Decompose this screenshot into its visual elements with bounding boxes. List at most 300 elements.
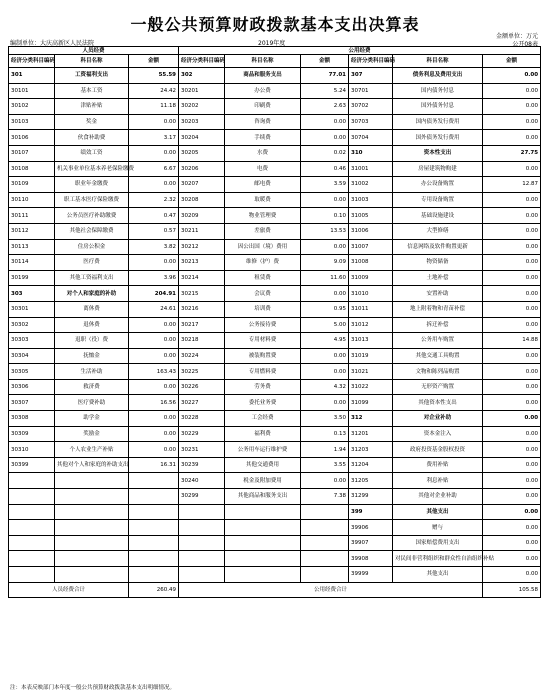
code-cell: 30211 [179, 223, 225, 239]
col-amount: 金额 [301, 55, 349, 68]
name-cell: 印刷费 [225, 99, 301, 115]
code-cell: 30225 [179, 364, 225, 380]
code-cell: 30205 [179, 145, 225, 161]
amount-cell: 0.02 [301, 145, 349, 161]
code-cell: 30109 [9, 177, 55, 193]
code-cell: 39906 [349, 520, 393, 536]
amount-cell: 0.00 [129, 177, 179, 193]
amount-cell: 3.17 [129, 130, 179, 146]
col-name: 科目名称 [225, 55, 301, 68]
code-cell [179, 567, 225, 583]
code-cell: 31013 [349, 333, 393, 349]
name-cell: 对企业补助 [393, 411, 483, 427]
code-cell [179, 535, 225, 551]
amount-cell: 0.00 [301, 114, 349, 130]
year-label: 2019年度 [258, 40, 286, 47]
name-cell: 国内债务发行费用 [393, 114, 483, 130]
personnel-total-label: 人员经费合计 [9, 582, 129, 598]
table-row [9, 489, 541, 505]
name-cell: 公务用车运行维护费 [225, 442, 301, 458]
amount-cell: 3.96 [129, 270, 179, 286]
name-cell: 津贴补贴 [55, 99, 129, 115]
code-cell: 30106 [9, 130, 55, 146]
name-cell: 机关事业单位基本养老保险缴费 [55, 161, 129, 177]
name-cell: 对个人和家庭的补助 [55, 286, 129, 302]
table-row [9, 270, 541, 286]
amount-cell [301, 520, 349, 536]
name-cell [55, 473, 129, 489]
table-row [9, 83, 541, 99]
table-row [9, 114, 541, 130]
name-cell: 债务利息及费用支出 [393, 68, 483, 84]
table-row [9, 130, 541, 146]
name-cell: 差旅费 [225, 223, 301, 239]
amount-cell: 0.00 [301, 286, 349, 302]
amount-cell: 0.00 [301, 348, 349, 364]
amount-cell: 0.57 [129, 223, 179, 239]
amount-cell: 5.00 [301, 317, 349, 333]
amount-cell: 11.60 [301, 270, 349, 286]
code-cell: 30208 [179, 192, 225, 208]
code-cell: 30203 [179, 114, 225, 130]
name-cell: 信息网络及软件购置更新 [393, 239, 483, 255]
code-cell: 30108 [9, 161, 55, 177]
code-cell: 30231 [179, 442, 225, 458]
amount-cell [129, 520, 179, 536]
name-cell: 手续费 [225, 130, 301, 146]
name-cell: 电费 [225, 161, 301, 177]
money-unit: 金额单位：万元 [495, 33, 538, 40]
amount-cell: 16.56 [129, 395, 179, 411]
code-cell: 30212 [179, 239, 225, 255]
amount-cell: 12.87 [483, 177, 541, 193]
amount-cell [301, 535, 349, 551]
name-cell [225, 504, 301, 520]
code-cell: 30704 [349, 130, 393, 146]
amount-cell: 0.00 [483, 99, 541, 115]
name-cell: 救济费 [55, 379, 129, 395]
expenditure-table [8, 46, 541, 598]
amount-cell: 0.00 [129, 317, 179, 333]
code-cell: 39907 [349, 535, 393, 551]
amount-cell: 0.00 [301, 364, 349, 380]
name-cell: 办公设备购置 [393, 177, 483, 193]
code-cell [9, 567, 55, 583]
amount-cell: 0.00 [129, 426, 179, 442]
name-cell: 其他工资福利支出 [55, 270, 129, 286]
name-cell: 会议费 [225, 286, 301, 302]
col-amount: 金额 [483, 55, 541, 68]
code-cell: 31203 [349, 442, 393, 458]
name-cell: 地上附着物和青苗补偿 [393, 301, 483, 317]
amount-cell: 0.00 [129, 348, 179, 364]
table-row [9, 161, 541, 177]
table-row [9, 457, 541, 473]
code-cell: 39999 [349, 567, 393, 583]
code-cell: 307 [349, 68, 393, 84]
amount-cell: 3.59 [301, 177, 349, 193]
amount-cell: 0.00 [483, 192, 541, 208]
amount-cell [129, 473, 179, 489]
code-cell: 303 [9, 286, 55, 302]
name-cell: 委托业务费 [225, 395, 301, 411]
code-cell: 30218 [179, 333, 225, 349]
name-cell: 租赁费 [225, 270, 301, 286]
name-cell: 福利费 [225, 426, 301, 442]
name-cell: 文物和陈列品购置 [393, 364, 483, 380]
name-cell: 房屋建筑物购建 [393, 161, 483, 177]
name-cell: 咨询费 [225, 114, 301, 130]
amount-cell: 3.55 [301, 457, 349, 473]
code-cell [9, 504, 55, 520]
code-cell: 30306 [9, 379, 55, 395]
name-cell: 商品和服务支出 [225, 68, 301, 84]
name-cell [55, 551, 129, 567]
name-cell: 劳务费 [225, 379, 301, 395]
table-row [9, 301, 541, 317]
table-row [9, 223, 541, 239]
code-cell: 30226 [179, 379, 225, 395]
code-cell [9, 535, 55, 551]
table-body [9, 68, 541, 583]
code-cell: 31011 [349, 301, 393, 317]
name-cell: 退职（役）费 [55, 333, 129, 349]
code-cell: 30305 [9, 364, 55, 380]
amount-cell: 0.00 [301, 192, 349, 208]
amount-cell: 0.00 [483, 317, 541, 333]
amount-cell [129, 504, 179, 520]
amount-cell: 0.00 [483, 473, 541, 489]
name-cell: 费用补贴 [393, 457, 483, 473]
code-cell: 31019 [349, 348, 393, 364]
name-cell: 拆迁补偿 [393, 317, 483, 333]
name-cell: 奖励金 [55, 426, 129, 442]
amount-cell: 0.46 [301, 161, 349, 177]
table-row [9, 442, 541, 458]
amount-cell: 77.01 [301, 68, 349, 84]
code-cell: 30215 [179, 286, 225, 302]
amount-cell: 0.00 [483, 411, 541, 427]
amount-cell: 0.00 [301, 239, 349, 255]
name-cell [55, 504, 129, 520]
amount-cell: 0.00 [483, 114, 541, 130]
code-cell: 30229 [179, 426, 225, 442]
amount-cell: 0.00 [129, 114, 179, 130]
code-cell: 30110 [9, 192, 55, 208]
amount-cell: 2.63 [301, 99, 349, 115]
amount-cell: 0.00 [129, 411, 179, 427]
name-cell [55, 567, 129, 583]
name-cell: 抚恤金 [55, 348, 129, 364]
name-cell: 其他资本性支出 [393, 395, 483, 411]
name-cell: 公务用车购置 [393, 333, 483, 349]
table-row [9, 192, 541, 208]
code-cell: 30213 [179, 255, 225, 271]
page-title: 一般公共预算财政拨款基本支出决算表 [130, 15, 420, 34]
name-cell: 被装购置费 [225, 348, 301, 364]
name-cell [225, 520, 301, 536]
amount-cell: 2.32 [129, 192, 179, 208]
name-cell: 办公费 [225, 83, 301, 99]
amount-cell: 0.00 [483, 255, 541, 271]
col-name: 科目名称 [393, 55, 483, 68]
name-cell: 赠与 [393, 520, 483, 536]
table-row [9, 348, 541, 364]
code-cell: 310 [349, 145, 393, 161]
code-cell: 31021 [349, 364, 393, 380]
amount-cell: 7.38 [301, 489, 349, 505]
name-cell: 对民间非营利组织和群众性自治组织补贴 [393, 551, 483, 567]
amount-cell: 0.00 [483, 520, 541, 536]
amount-cell: 0.00 [483, 395, 541, 411]
col-code: 经济分类科目编码 [349, 55, 393, 68]
name-cell: 助学金 [55, 411, 129, 427]
code-cell [9, 520, 55, 536]
name-cell: 职业年金缴费 [55, 177, 129, 193]
name-cell: 其他交通费用 [225, 457, 301, 473]
code-cell: 30308 [9, 411, 55, 427]
name-cell: 培训费 [225, 301, 301, 317]
code-cell: 31003 [349, 192, 393, 208]
amount-cell: 0.00 [129, 333, 179, 349]
amount-cell [129, 489, 179, 505]
code-cell: 30204 [179, 130, 225, 146]
code-cell [9, 489, 55, 505]
amount-cell: 163.43 [129, 364, 179, 380]
footnote: 注：本表反映部门本年度一般公共预算财政拨款基本支出明细情况。 [10, 685, 176, 691]
amount-cell: 1.94 [301, 442, 349, 458]
name-cell: 专用燃料费 [225, 364, 301, 380]
name-cell: 国家赔偿费用支出 [393, 535, 483, 551]
amount-cell [129, 535, 179, 551]
amount-cell: 0.00 [483, 239, 541, 255]
name-cell [55, 535, 129, 551]
name-cell: 基础设施建设 [393, 208, 483, 224]
name-cell: 个人农业生产补贴 [55, 442, 129, 458]
amount-cell: 0.00 [483, 68, 541, 84]
amount-cell [301, 567, 349, 583]
table-row [9, 473, 541, 489]
amount-cell: 0.00 [483, 348, 541, 364]
amount-cell [301, 551, 349, 567]
code-cell: 30310 [9, 442, 55, 458]
name-cell: 奖金 [55, 114, 129, 130]
amount-cell: 0.00 [301, 395, 349, 411]
name-cell: 其他交通工具购置 [393, 348, 483, 364]
name-cell: 资本性支出 [393, 145, 483, 161]
code-cell: 30199 [9, 270, 55, 286]
col-code: 经济分类科目编码 [179, 55, 225, 68]
code-cell: 312 [349, 411, 393, 427]
code-cell: 31006 [349, 223, 393, 239]
name-cell: 大型修缮 [393, 223, 483, 239]
amount-cell: 0.47 [129, 208, 179, 224]
code-cell [179, 520, 225, 536]
amount-cell: 27.75 [483, 145, 541, 161]
table-row [9, 177, 541, 193]
amount-cell: 0.00 [483, 286, 541, 302]
col-code: 经济分类科目编码 [9, 55, 55, 68]
code-cell: 39908 [349, 551, 393, 567]
amount-cell: 0.00 [483, 426, 541, 442]
name-cell: 其他对企业补助 [393, 489, 483, 505]
table-no: 公开08表 [512, 41, 538, 48]
amount-cell: 0.13 [301, 426, 349, 442]
amount-cell: 0.00 [483, 504, 541, 520]
name-cell: 其他社会保障缴费 [55, 223, 129, 239]
code-cell: 30107 [9, 145, 55, 161]
code-cell: 302 [179, 68, 225, 84]
name-cell: 专用设备购置 [393, 192, 483, 208]
amount-cell: 5.24 [301, 83, 349, 99]
code-cell: 30214 [179, 270, 225, 286]
table-row [9, 317, 541, 333]
name-cell [225, 567, 301, 583]
name-cell: 专用材料费 [225, 333, 301, 349]
amount-cell: 55.59 [129, 68, 179, 84]
amount-cell: 0.00 [483, 489, 541, 505]
name-cell: 基本工资 [55, 83, 129, 99]
table-row [9, 364, 541, 380]
amount-cell: 16.31 [129, 457, 179, 473]
code-cell [9, 473, 55, 489]
name-cell: 其他支出 [393, 504, 483, 520]
code-cell: 31205 [349, 473, 393, 489]
name-cell: 国外债务付息 [393, 99, 483, 115]
name-cell: 无形资产购置 [393, 379, 483, 395]
code-cell: 30240 [179, 473, 225, 489]
code-cell [179, 551, 225, 567]
amount-cell: 0.00 [301, 473, 349, 489]
amount-cell: 0.00 [129, 379, 179, 395]
amount-cell: 0.00 [483, 364, 541, 380]
name-cell: 物业管理费 [225, 208, 301, 224]
table-row [9, 286, 541, 302]
name-cell: 取暖费 [225, 192, 301, 208]
name-cell: 其他对个人和家庭的补助支出 [55, 457, 129, 473]
table-row [9, 208, 541, 224]
code-cell: 30111 [9, 208, 55, 224]
code-cell: 31010 [349, 286, 393, 302]
name-cell: 物资储备 [393, 255, 483, 271]
name-cell: 职工基本医疗保险缴费 [55, 192, 129, 208]
table-row [9, 68, 541, 84]
public-total-label: 公用经费合计 [179, 582, 483, 598]
name-cell: 国内债务付息 [393, 83, 483, 99]
code-cell: 30302 [9, 317, 55, 333]
name-cell: 资本金注入 [393, 426, 483, 442]
code-cell: 30112 [9, 223, 55, 239]
name-cell: 伙食补助费 [55, 130, 129, 146]
table-row [9, 239, 541, 255]
amount-cell: 0.00 [483, 535, 541, 551]
amount-cell: 0.00 [301, 130, 349, 146]
amount-cell: 0.00 [483, 379, 541, 395]
code-cell: 301 [9, 68, 55, 84]
table-row [9, 395, 541, 411]
code-cell: 30309 [9, 426, 55, 442]
personnel-total-value: 260.49 [129, 582, 179, 598]
amount-cell: 4.95 [301, 333, 349, 349]
name-cell: 水费 [225, 145, 301, 161]
name-cell: 工会经费 [225, 411, 301, 427]
code-cell: 31201 [349, 426, 393, 442]
name-cell [55, 489, 129, 505]
amount-cell: 0.00 [129, 442, 179, 458]
public-total-value: 105.58 [483, 582, 541, 598]
code-cell: 30202 [179, 99, 225, 115]
name-cell: 绩效工资 [55, 145, 129, 161]
code-cell [9, 551, 55, 567]
name-cell: 离休费 [55, 301, 129, 317]
name-cell: 税金及附加费用 [225, 473, 301, 489]
code-cell: 31002 [349, 177, 393, 193]
name-cell: 其他支出 [393, 567, 483, 583]
amount-cell: 6.67 [129, 161, 179, 177]
name-cell [55, 520, 129, 536]
code-cell: 30113 [9, 239, 55, 255]
code-cell: 31007 [349, 239, 393, 255]
amount-cell: 0.00 [483, 442, 541, 458]
name-cell: 邮电费 [225, 177, 301, 193]
name-cell: 医疗费 [55, 255, 129, 271]
code-cell: 30239 [179, 457, 225, 473]
name-cell: 维修（护）费 [225, 255, 301, 271]
amount-cell: 204.91 [129, 286, 179, 302]
code-cell: 30703 [349, 114, 393, 130]
amount-cell: 14.88 [483, 333, 541, 349]
code-cell: 30207 [179, 177, 225, 193]
name-cell: 土地补偿 [393, 270, 483, 286]
table-row [9, 426, 541, 442]
name-cell: 政府投资基金股权投资 [393, 442, 483, 458]
code-cell: 30304 [9, 348, 55, 364]
code-cell: 30102 [9, 99, 55, 115]
amount-cell: 0.10 [301, 208, 349, 224]
name-cell [225, 551, 301, 567]
amount-cell [129, 567, 179, 583]
code-cell: 30303 [9, 333, 55, 349]
amount-cell: 24.61 [129, 301, 179, 317]
amount-cell: 0.00 [483, 223, 541, 239]
amount-cell: 0.95 [301, 301, 349, 317]
amount-cell [301, 504, 349, 520]
amount-cell: 13.53 [301, 223, 349, 239]
code-cell [179, 504, 225, 520]
amount-cell: 0.00 [483, 567, 541, 583]
code-cell: 31099 [349, 395, 393, 411]
table-row [9, 333, 541, 349]
code-cell: 31008 [349, 255, 393, 271]
name-cell: 退休费 [55, 317, 129, 333]
table-row [9, 99, 541, 115]
amount-cell: 0.00 [483, 130, 541, 146]
code-cell: 30216 [179, 301, 225, 317]
amount-cell: 9.09 [301, 255, 349, 271]
name-cell: 工资福利支出 [55, 68, 129, 84]
code-cell: 30224 [179, 348, 225, 364]
table-row [9, 145, 541, 161]
table-row [9, 255, 541, 271]
amount-cell: 0.00 [483, 208, 541, 224]
name-cell [225, 535, 301, 551]
amount-cell: 11.18 [129, 99, 179, 115]
table-row [9, 504, 541, 520]
code-cell: 30201 [179, 83, 225, 99]
personnel-header: 人员经费 [9, 47, 179, 55]
code-cell: 30209 [179, 208, 225, 224]
amount-cell: 0.00 [483, 270, 541, 286]
